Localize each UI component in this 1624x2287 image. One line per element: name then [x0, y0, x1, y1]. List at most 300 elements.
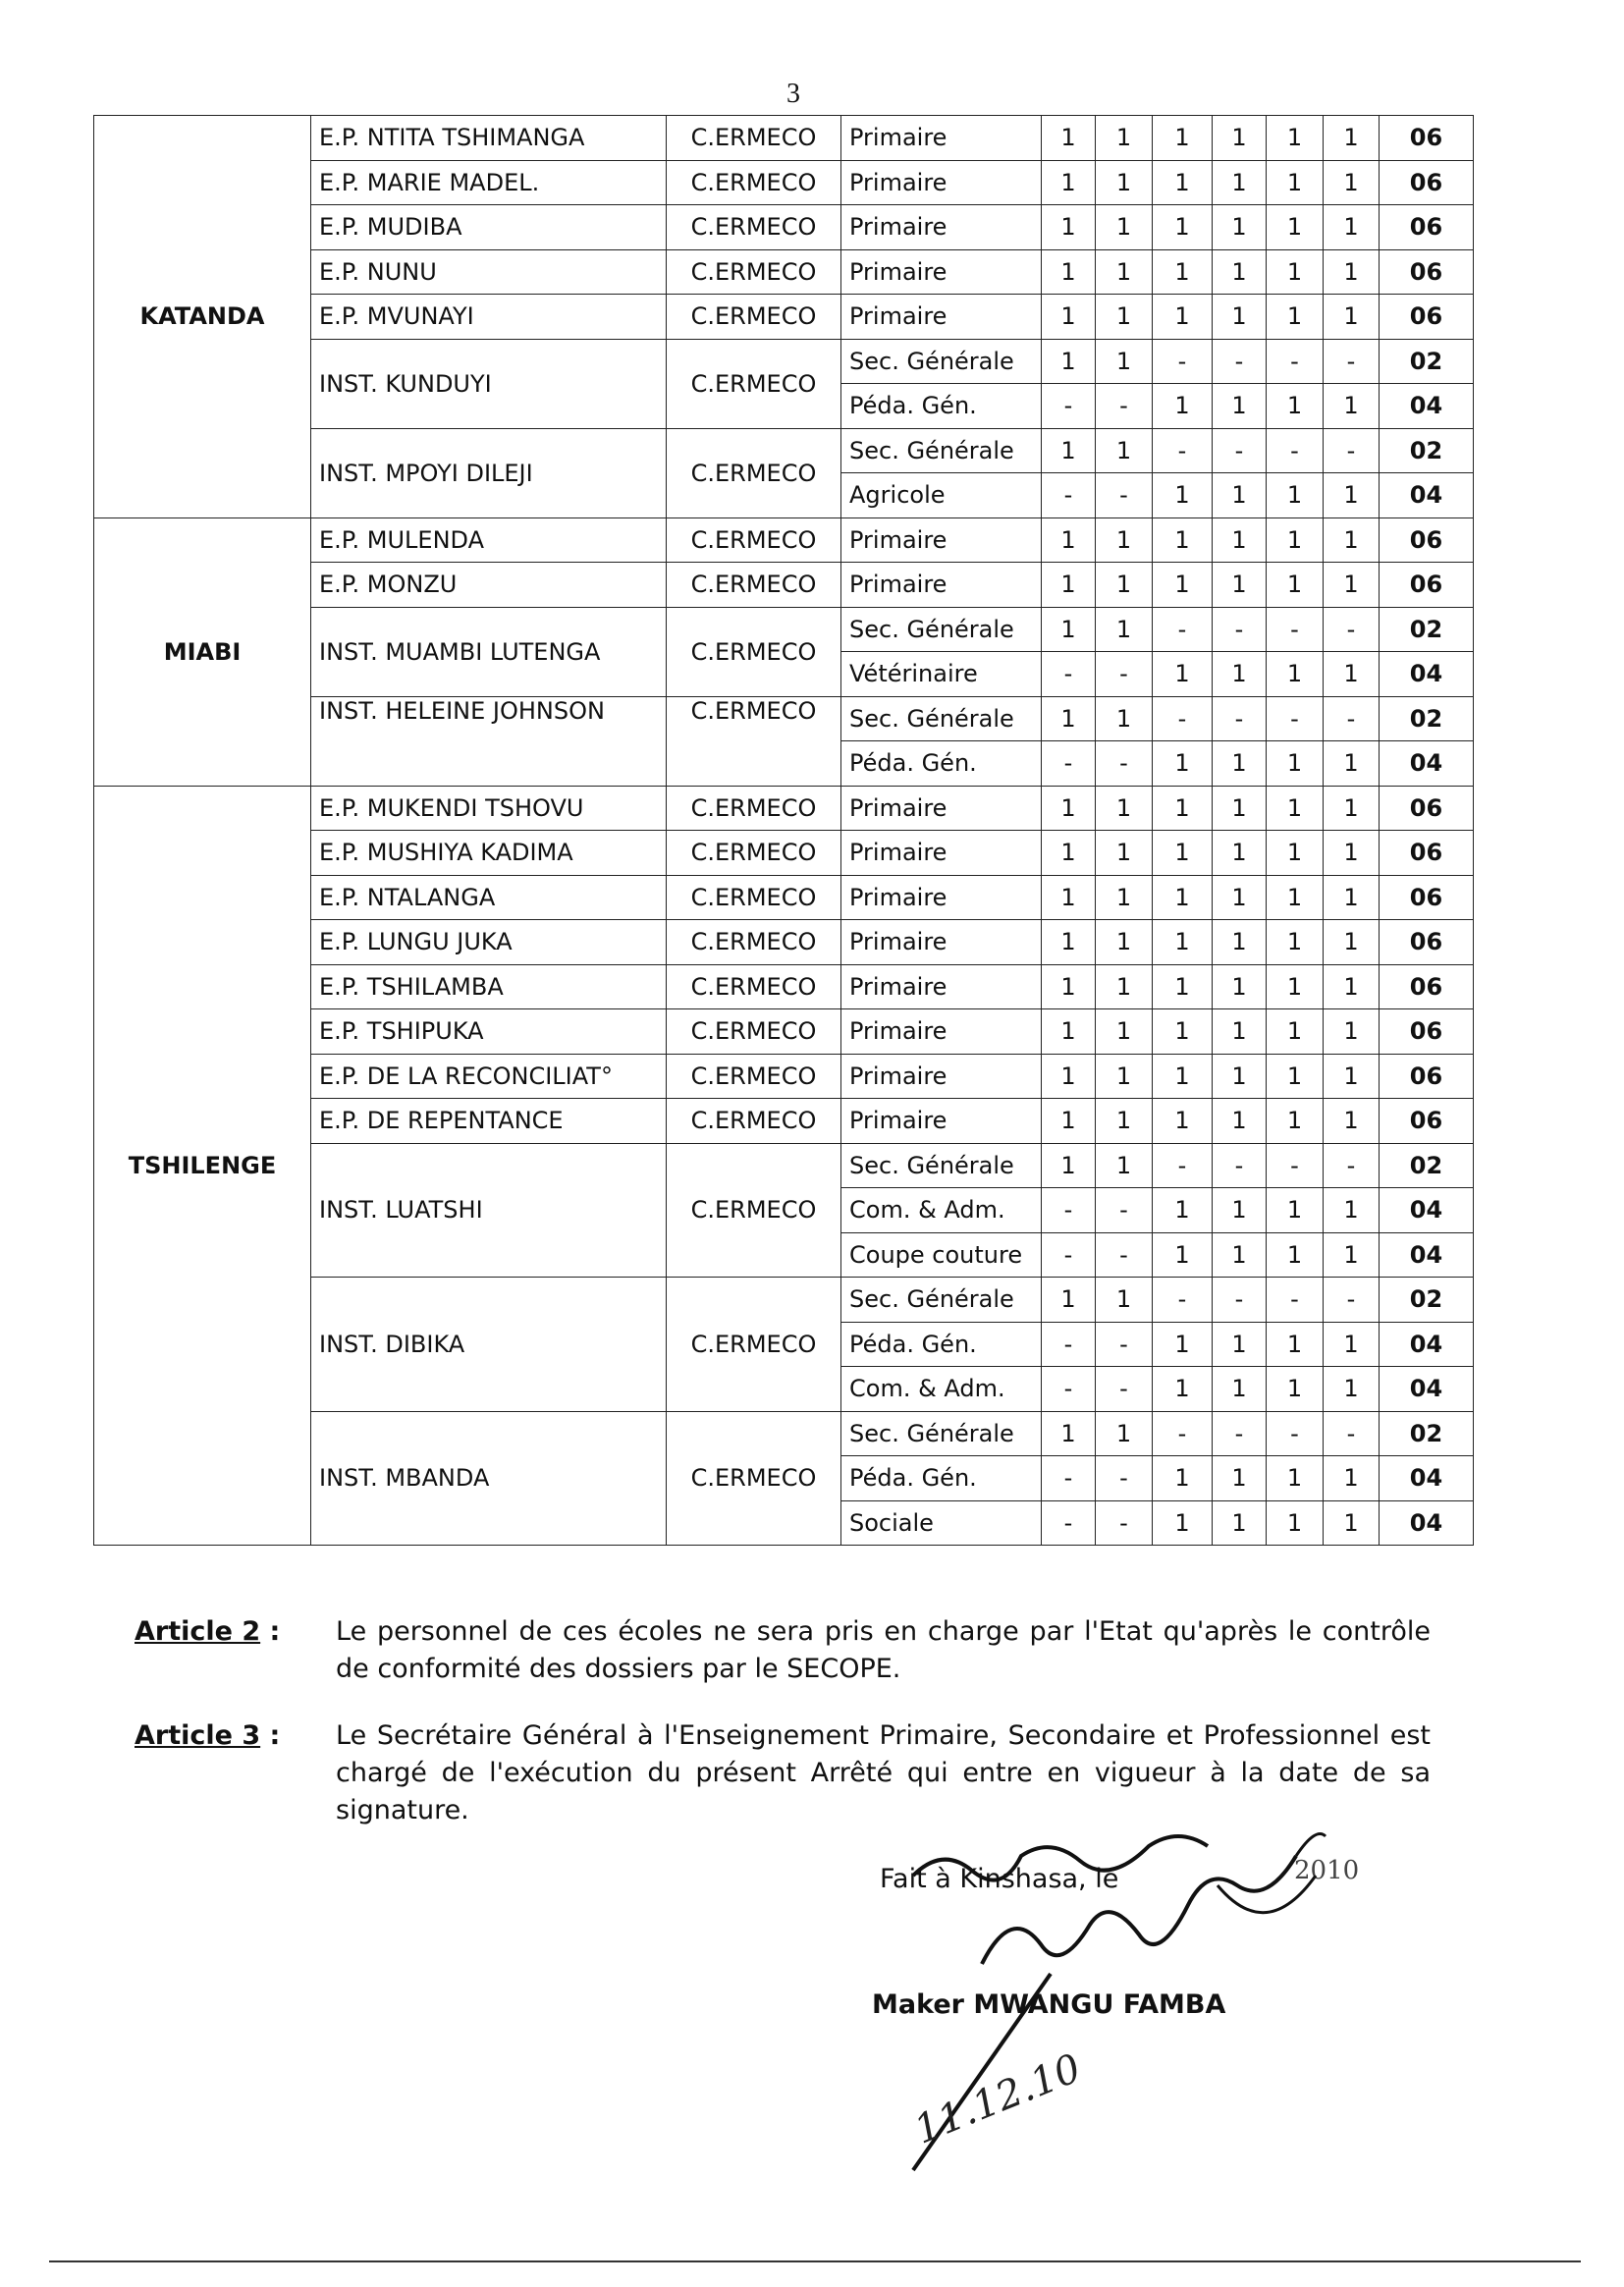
school-name-cell: E.P. TSHILAMBA — [311, 964, 667, 1009]
class-cell: 1 — [1096, 116, 1153, 161]
class-cell: - — [1042, 652, 1096, 697]
class-cell: 1 — [1324, 741, 1380, 787]
class-cell: 1 — [1096, 205, 1153, 250]
total-cell: 02 — [1380, 339, 1474, 384]
class-cell: - — [1267, 428, 1324, 473]
regime-cell: C.ERMECO — [667, 607, 841, 696]
class-cell: - — [1042, 741, 1096, 787]
class-cell: 1 — [1324, 1367, 1380, 1412]
class-cell: 1 — [1096, 563, 1153, 608]
class-cell: - — [1096, 1456, 1153, 1501]
class-cell: 1 — [1213, 1099, 1267, 1144]
class-cell: 1 — [1153, 160, 1213, 205]
regime-cell: C.ERMECO — [667, 563, 841, 608]
class-cell: 1 — [1096, 1143, 1153, 1188]
option-cell: Com. & Adm. — [841, 1188, 1042, 1233]
class-cell: 1 — [1042, 295, 1096, 340]
class-cell: 1 — [1042, 160, 1096, 205]
option-cell: Primaire — [841, 116, 1042, 161]
class-cell: 1 — [1042, 339, 1096, 384]
class-cell: 1 — [1213, 875, 1267, 920]
class-cell: - — [1324, 607, 1380, 652]
class-cell: 1 — [1042, 786, 1096, 831]
total-cell: 02 — [1380, 1278, 1474, 1323]
school-name-cell: E.P. DE LA RECONCILIAT° — [311, 1054, 667, 1099]
class-cell: - — [1042, 473, 1096, 518]
regime-cell: C.ERMECO — [667, 1278, 841, 1412]
class-cell: 1 — [1096, 428, 1153, 473]
class-cell: - — [1096, 1322, 1153, 1367]
school-name-cell: E.P. MULENDA — [311, 517, 667, 563]
territory-cell: KATANDA — [94, 116, 311, 518]
page-footer-rule — [49, 2260, 1581, 2262]
class-cell: - — [1267, 696, 1324, 741]
article-label: Article 2 — [135, 1616, 261, 1647]
class-cell: 1 — [1153, 384, 1213, 429]
class-cell: 1 — [1096, 160, 1153, 205]
class-cell: 1 — [1213, 1009, 1267, 1055]
class-cell: 1 — [1267, 249, 1324, 295]
class-cell: 1 — [1267, 205, 1324, 250]
option-cell: Primaire — [841, 831, 1042, 876]
class-cell: 1 — [1267, 1099, 1324, 1144]
class-cell: 1 — [1153, 1054, 1213, 1099]
class-cell: 1 — [1213, 384, 1267, 429]
option-cell: Sec. Générale — [841, 339, 1042, 384]
article-label-suffix: : — [260, 1616, 281, 1647]
class-cell: 1 — [1324, 160, 1380, 205]
school-name-cell: INST. LUATSHI — [311, 1143, 667, 1278]
class-cell: 1 — [1153, 652, 1213, 697]
class-cell: - — [1096, 652, 1153, 697]
class-cell: - — [1042, 1456, 1096, 1501]
class-cell: 1 — [1267, 384, 1324, 429]
option-cell: Péda. Gén. — [841, 1456, 1042, 1501]
class-cell: - — [1096, 1367, 1153, 1412]
class-cell: 1 — [1042, 1009, 1096, 1055]
class-cell: 1 — [1324, 1054, 1380, 1099]
class-cell: 1 — [1096, 920, 1153, 965]
total-cell: 06 — [1380, 160, 1474, 205]
total-cell: 06 — [1380, 249, 1474, 295]
class-cell: 1 — [1267, 1054, 1324, 1099]
class-cell: 1 — [1042, 205, 1096, 250]
class-cell: 1 — [1267, 160, 1324, 205]
total-cell: 04 — [1380, 1367, 1474, 1412]
class-cell: 1 — [1042, 696, 1096, 741]
option-cell: Primaire — [841, 786, 1042, 831]
class-cell: 1 — [1096, 786, 1153, 831]
class-cell: 1 — [1042, 1411, 1096, 1456]
total-cell: 04 — [1380, 652, 1474, 697]
option-cell: Sec. Générale — [841, 1143, 1042, 1188]
class-cell: 1 — [1213, 517, 1267, 563]
regime-cell: C.ERMECO — [667, 786, 841, 831]
school-name-cell: E.P. MUDIBA — [311, 205, 667, 250]
class-cell: - — [1153, 1411, 1213, 1456]
class-cell: - — [1096, 1188, 1153, 1233]
option-cell: Agricole — [841, 473, 1042, 518]
option-cell: Sec. Générale — [841, 1411, 1042, 1456]
total-cell: 06 — [1380, 1054, 1474, 1099]
class-cell: 1 — [1153, 831, 1213, 876]
place-and-date: Fait à Kinshasa, le — [880, 1864, 1119, 1894]
school-name-cell: INST. KUNDUYI — [311, 339, 667, 428]
class-cell: 1 — [1267, 1232, 1324, 1278]
option-cell: Primaire — [841, 1054, 1042, 1099]
class-cell: 1 — [1324, 384, 1380, 429]
class-cell: 1 — [1267, 741, 1324, 787]
school-name-cell: INST. DIBIKA — [311, 1278, 667, 1412]
class-cell: 1 — [1096, 295, 1153, 340]
class-cell: 1 — [1042, 1278, 1096, 1323]
class-cell: 1 — [1042, 563, 1096, 608]
class-cell: 1 — [1324, 1009, 1380, 1055]
table-row — [94, 116, 1474, 161]
total-cell: 06 — [1380, 831, 1474, 876]
option-cell: Primaire — [841, 160, 1042, 205]
class-cell: 1 — [1153, 1009, 1213, 1055]
article-2 — [135, 1613, 1431, 1688]
class-cell: 1 — [1267, 964, 1324, 1009]
school-name-cell: E.P. TSHIPUKA — [311, 1009, 667, 1055]
class-cell: - — [1267, 339, 1324, 384]
school-name-cell: E.P. DE REPENTANCE — [311, 1099, 667, 1144]
class-cell: 1 — [1213, 295, 1267, 340]
class-cell: 1 — [1267, 1009, 1324, 1055]
class-cell: 1 — [1213, 473, 1267, 518]
school-name-cell: INST. MPOYI DILEJI — [311, 428, 667, 517]
total-cell: 06 — [1380, 1009, 1474, 1055]
class-cell: 1 — [1153, 741, 1213, 787]
option-cell: Primaire — [841, 205, 1042, 250]
regime-cell: C.ERMECO — [667, 831, 841, 876]
school-name-cell: INST. MBANDA — [311, 1411, 667, 1546]
class-cell: 1 — [1153, 517, 1213, 563]
class-cell: 1 — [1042, 964, 1096, 1009]
school-name-cell: INST. MUAMBI LUTENGA — [311, 607, 667, 696]
class-cell: - — [1096, 1500, 1153, 1546]
class-cell: - — [1213, 428, 1267, 473]
class-cell: 1 — [1096, 339, 1153, 384]
option-cell: Com. & Adm. — [841, 1367, 1042, 1412]
class-cell: 1 — [1096, 696, 1153, 741]
option-cell: Primaire — [841, 964, 1042, 1009]
class-cell: 1 — [1267, 920, 1324, 965]
class-cell: 1 — [1324, 249, 1380, 295]
class-cell: 1 — [1042, 428, 1096, 473]
class-cell: 1 — [1153, 964, 1213, 1009]
total-cell: 04 — [1380, 473, 1474, 518]
class-cell: 1 — [1267, 1456, 1324, 1501]
class-cell: 1 — [1153, 875, 1213, 920]
class-cell: - — [1042, 1188, 1096, 1233]
regime-cell: C.ERMECO — [667, 295, 841, 340]
school-name-cell: E.P. MONZU — [311, 563, 667, 608]
class-cell: - — [1324, 428, 1380, 473]
class-cell: - — [1042, 1232, 1096, 1278]
option-cell: Primaire — [841, 1009, 1042, 1055]
class-cell: 1 — [1324, 295, 1380, 340]
school-name-cell: INST. HELEINE JOHNSON — [311, 696, 667, 786]
school-name-cell: E.P. NTALANGA — [311, 875, 667, 920]
territory-cell: TSHILENGE — [94, 786, 311, 1546]
class-cell: 1 — [1213, 116, 1267, 161]
class-cell: 1 — [1324, 786, 1380, 831]
option-cell: Péda. Gén. — [841, 1322, 1042, 1367]
school-name-cell: E.P. MARIE MADEL. — [311, 160, 667, 205]
class-cell: 1 — [1324, 1188, 1380, 1233]
option-cell: Primaire — [841, 1099, 1042, 1144]
option-cell: Péda. Gén. — [841, 741, 1042, 787]
total-cell: 06 — [1380, 920, 1474, 965]
total-cell: 06 — [1380, 964, 1474, 1009]
class-cell: 1 — [1324, 517, 1380, 563]
regime-cell: C.ERMECO — [667, 920, 841, 965]
class-cell: 1 — [1153, 249, 1213, 295]
class-cell: - — [1153, 696, 1213, 741]
class-cell: 1 — [1042, 517, 1096, 563]
regime-cell: C.ERMECO — [667, 205, 841, 250]
class-cell: 1 — [1267, 831, 1324, 876]
class-cell: 1 — [1213, 1232, 1267, 1278]
class-cell: - — [1042, 1500, 1096, 1546]
class-cell: 1 — [1153, 1500, 1213, 1546]
class-cell: 1 — [1096, 964, 1153, 1009]
class-cell: 1 — [1153, 1322, 1213, 1367]
option-cell: Sec. Générale — [841, 428, 1042, 473]
class-cell: - — [1267, 1143, 1324, 1188]
regime-cell: C.ERMECO — [667, 428, 841, 517]
total-cell: 06 — [1380, 786, 1474, 831]
school-name-cell: E.P. MVUNAYI — [311, 295, 667, 340]
class-cell: 1 — [1324, 116, 1380, 161]
option-cell: Primaire — [841, 875, 1042, 920]
class-cell: 1 — [1096, 1411, 1153, 1456]
class-cell: - — [1153, 1143, 1213, 1188]
option-cell: Primaire — [841, 920, 1042, 965]
class-cell: - — [1042, 1322, 1096, 1367]
class-cell: - — [1267, 1278, 1324, 1323]
class-cell: 1 — [1213, 1188, 1267, 1233]
signatory-name: Maker MWANGU FAMBA — [872, 1989, 1226, 2020]
total-cell: 04 — [1380, 384, 1474, 429]
class-cell: 1 — [1153, 563, 1213, 608]
class-cell: 1 — [1213, 249, 1267, 295]
option-cell: Sociale — [841, 1500, 1042, 1546]
class-cell: 1 — [1153, 786, 1213, 831]
class-cell: 1 — [1324, 1099, 1380, 1144]
class-cell: 1 — [1096, 249, 1153, 295]
class-cell: - — [1267, 607, 1324, 652]
option-cell: Péda. Gén. — [841, 384, 1042, 429]
total-cell: 04 — [1380, 1322, 1474, 1367]
class-cell: 1 — [1153, 920, 1213, 965]
total-cell: 06 — [1380, 205, 1474, 250]
class-cell: 1 — [1153, 1367, 1213, 1412]
class-cell: - — [1153, 339, 1213, 384]
class-cell: 1 — [1324, 563, 1380, 608]
class-cell: 1 — [1153, 205, 1213, 250]
regime-cell: C.ERMECO — [667, 116, 841, 161]
class-cell: 1 — [1042, 1143, 1096, 1188]
class-cell: - — [1213, 607, 1267, 652]
class-cell: 1 — [1096, 875, 1153, 920]
class-cell: 1 — [1324, 473, 1380, 518]
regime-cell: C.ERMECO — [667, 1143, 841, 1278]
regime-cell: C.ERMECO — [667, 696, 841, 786]
class-cell: 1 — [1153, 1232, 1213, 1278]
class-cell: 1 — [1213, 1367, 1267, 1412]
class-cell: 1 — [1267, 295, 1324, 340]
table-row — [94, 786, 1474, 831]
regime-cell: C.ERMECO — [667, 964, 841, 1009]
school-name-cell: E.P. MUSHIYA KADIMA — [311, 831, 667, 876]
class-cell: 1 — [1324, 1500, 1380, 1546]
class-cell: - — [1042, 1367, 1096, 1412]
total-cell: 04 — [1380, 1500, 1474, 1546]
class-cell: - — [1153, 607, 1213, 652]
class-cell: - — [1096, 384, 1153, 429]
class-cell: - — [1042, 384, 1096, 429]
total-cell: 02 — [1380, 696, 1474, 741]
class-cell: 1 — [1267, 652, 1324, 697]
class-cell: - — [1153, 1278, 1213, 1323]
page-number: 3 — [786, 79, 800, 109]
class-cell: 1 — [1213, 1500, 1267, 1546]
class-cell: 1 — [1042, 831, 1096, 876]
class-cell: 1 — [1267, 875, 1324, 920]
class-cell: - — [1324, 339, 1380, 384]
class-cell: - — [1213, 1143, 1267, 1188]
total-cell: 02 — [1380, 607, 1474, 652]
class-cell: 1 — [1042, 249, 1096, 295]
class-cell: 1 — [1213, 1456, 1267, 1501]
handwritten-date: 11.12.10 — [908, 2045, 1088, 2153]
class-cell: 1 — [1042, 1054, 1096, 1099]
class-cell: 1 — [1267, 786, 1324, 831]
option-cell: Primaire — [841, 249, 1042, 295]
class-cell: 1 — [1213, 920, 1267, 965]
total-cell: 06 — [1380, 116, 1474, 161]
class-cell: 1 — [1324, 964, 1380, 1009]
class-cell: - — [1324, 1143, 1380, 1188]
class-cell: - — [1096, 741, 1153, 787]
class-cell: - — [1267, 1411, 1324, 1456]
class-cell: 1 — [1042, 1099, 1096, 1144]
total-cell: 04 — [1380, 741, 1474, 787]
class-cell: 1 — [1267, 1322, 1324, 1367]
total-cell: 04 — [1380, 1188, 1474, 1233]
article-3 — [135, 1717, 1431, 1829]
total-cell: 06 — [1380, 563, 1474, 608]
regime-cell: C.ERMECO — [667, 875, 841, 920]
option-cell: Coupe couture — [841, 1232, 1042, 1278]
option-cell: Sec. Générale — [841, 607, 1042, 652]
total-cell: 02 — [1380, 1411, 1474, 1456]
school-name-cell: E.P. NUNU — [311, 249, 667, 295]
class-cell: - — [1096, 473, 1153, 518]
table-row — [94, 517, 1474, 563]
regime-cell: C.ERMECO — [667, 1411, 841, 1546]
school-name-cell: E.P. NTITA TSHIMANGA — [311, 116, 667, 161]
class-cell: 1 — [1213, 831, 1267, 876]
class-cell: 1 — [1267, 1188, 1324, 1233]
class-cell: 1 — [1042, 116, 1096, 161]
class-cell: 1 — [1042, 607, 1096, 652]
class-cell: 1 — [1324, 1456, 1380, 1501]
class-cell: 1 — [1324, 831, 1380, 876]
class-cell: 1 — [1213, 205, 1267, 250]
class-cell: 1 — [1153, 1188, 1213, 1233]
class-cell: 1 — [1267, 563, 1324, 608]
class-cell: 1 — [1153, 295, 1213, 340]
class-cell: 1 — [1096, 607, 1153, 652]
total-cell: 02 — [1380, 428, 1474, 473]
stamp-date: 2010 — [1294, 1856, 1360, 1885]
total-cell: 06 — [1380, 875, 1474, 920]
class-cell: 1 — [1324, 920, 1380, 965]
regime-cell: C.ERMECO — [667, 160, 841, 205]
total-cell: 06 — [1380, 517, 1474, 563]
class-cell: 1 — [1153, 1099, 1213, 1144]
article-text: Le Secrétaire Général à l'Enseignement Primaire, Secondaire et Professionnel est chargé de l'exécution du présent Arrêté qui entre en vigueur à la date de sa signature. — [336, 1720, 1431, 1825]
territory-cell: MIABI — [94, 517, 311, 786]
class-cell: 1 — [1153, 473, 1213, 518]
total-cell: 02 — [1380, 1143, 1474, 1188]
class-cell: 1 — [1213, 1322, 1267, 1367]
option-cell: Primaire — [841, 295, 1042, 340]
schools-table — [93, 115, 1474, 1546]
option-cell: Vétérinaire — [841, 652, 1042, 697]
article-label-suffix: : — [260, 1720, 281, 1751]
class-cell: 1 — [1096, 1054, 1153, 1099]
article-label: Article 3 — [135, 1720, 261, 1751]
school-name-cell: E.P. MUKENDI TSHOVU — [311, 786, 667, 831]
total-cell: 06 — [1380, 295, 1474, 340]
class-cell: - — [1213, 696, 1267, 741]
class-cell: 1 — [1213, 563, 1267, 608]
class-cell: 1 — [1213, 964, 1267, 1009]
class-cell: 1 — [1096, 517, 1153, 563]
class-cell: - — [1213, 1411, 1267, 1456]
class-cell: 1 — [1267, 1367, 1324, 1412]
class-cell: 1 — [1096, 1099, 1153, 1144]
class-cell: 1 — [1042, 875, 1096, 920]
option-cell: Sec. Générale — [841, 1278, 1042, 1323]
class-cell: 1 — [1324, 875, 1380, 920]
regime-cell: C.ERMECO — [667, 1009, 841, 1055]
class-cell: 1 — [1153, 1456, 1213, 1501]
class-cell: - — [1213, 1278, 1267, 1323]
class-cell: 1 — [1213, 160, 1267, 205]
regime-cell: C.ERMECO — [667, 517, 841, 563]
class-cell: 1 — [1324, 1232, 1380, 1278]
option-cell: Primaire — [841, 563, 1042, 608]
class-cell: - — [1153, 428, 1213, 473]
regime-cell: C.ERMECO — [667, 1099, 841, 1144]
regime-cell: C.ERMECO — [667, 1054, 841, 1099]
class-cell: 1 — [1153, 116, 1213, 161]
regime-cell: C.ERMECO — [667, 249, 841, 295]
class-cell: 1 — [1096, 831, 1153, 876]
class-cell: 1 — [1213, 652, 1267, 697]
school-name-cell: E.P. LUNGU JUKA — [311, 920, 667, 965]
option-cell: Sec. Générale — [841, 696, 1042, 741]
class-cell: - — [1213, 339, 1267, 384]
class-cell: 1 — [1213, 1054, 1267, 1099]
total-cell: 06 — [1380, 1099, 1474, 1144]
